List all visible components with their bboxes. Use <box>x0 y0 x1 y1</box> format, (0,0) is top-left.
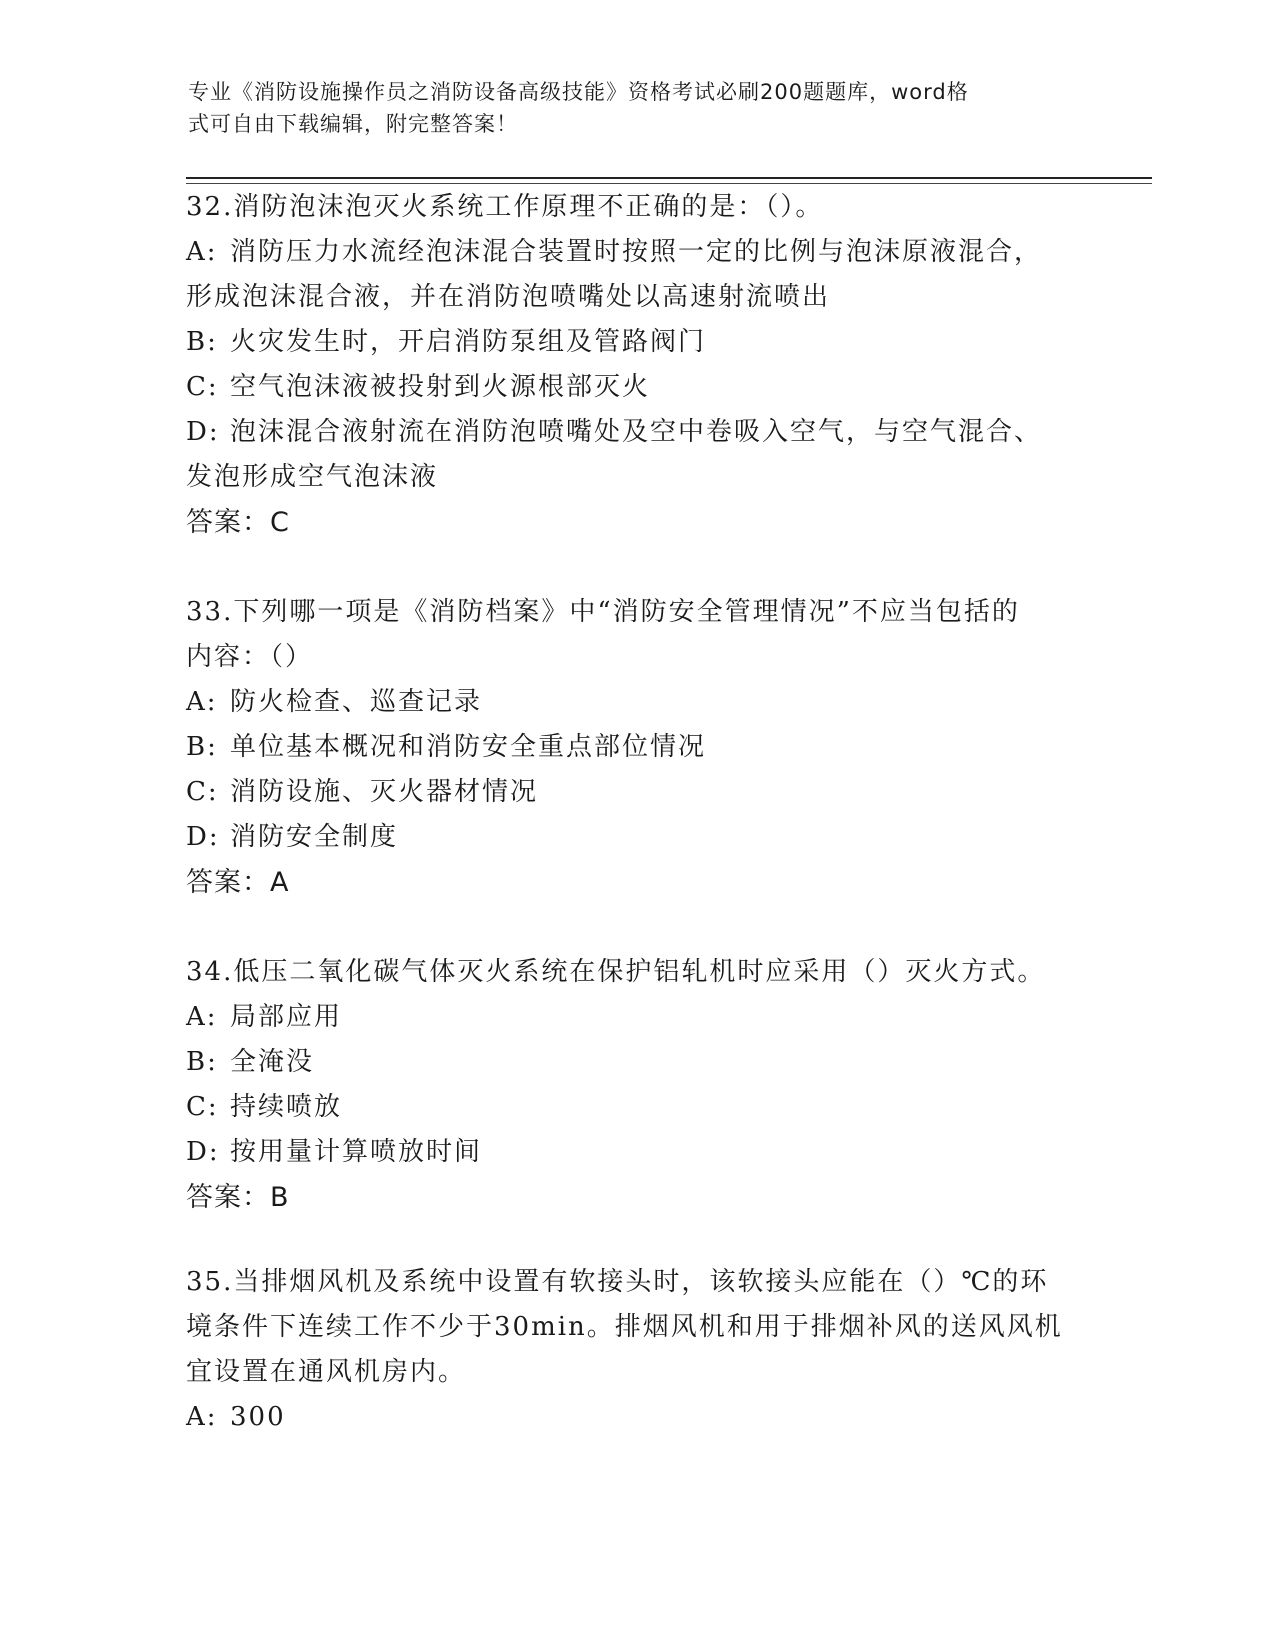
question-33 <box>186 590 1086 905</box>
option-b: B: 火灾发生时，开启消防泵组及管路阀门 <box>186 327 707 357</box>
option-c: C: 持续喷放 <box>186 1092 343 1122</box>
option-a: A: 防火检查、巡查记录 <box>186 687 483 717</box>
header-divider-thick <box>186 177 1152 179</box>
option-a: A: 消防压力水流经泡沫混合装置时按照一定的比例与泡沫原液混合， <box>186 237 1043 267</box>
question-35 <box>186 1260 1086 1440</box>
question-stem: 33.下列哪一项是《消防档案》中“消防安全管理情况”不应当包括的 <box>186 597 1020 627</box>
option-b: B: 单位基本概况和消防安全重点部位情况 <box>186 732 707 762</box>
answer-line: 答案：A <box>186 867 290 898</box>
answer-line: 答案：B <box>186 1182 290 1213</box>
question-stem-continued: 宜设置在通风机房内。 <box>186 1357 467 1387</box>
question-34 <box>186 950 1086 1220</box>
option-a-continued: 形成泡沫混合液，并在消防泡喷嘴处以高速射流喷出 <box>186 282 831 312</box>
option-d: D: 按用量计算喷放时间 <box>186 1137 483 1167</box>
question-stem: 35.当排烟风机及系统中设置有软接头时，该软接头应能在（）℃的环 <box>186 1267 1049 1297</box>
question-stem: 34.低压二氧化碳气体灭火系统在保护铝轧机时应采用（）灭火方式。 <box>186 957 1046 987</box>
option-a: A: 300 <box>186 1402 286 1432</box>
option-b: B: 全淹没 <box>186 1047 315 1077</box>
question-stem-continued: 境条件下连续工作不少于30min。排烟风机和用于排烟补风的送风风机 <box>186 1312 1063 1342</box>
option-d: D: 消防安全制度 <box>186 822 399 852</box>
document-header <box>188 76 1088 140</box>
option-d-continued: 发泡形成空气泡沫液 <box>186 462 439 492</box>
answer-line: 答案：C <box>186 507 290 538</box>
option-c: C: 消防设施、灭火器材情况 <box>186 777 539 807</box>
option-c: C: 空气泡沫液被投射到火源根部灭火 <box>186 372 651 402</box>
question-32 <box>186 185 1086 545</box>
header-divider-thin <box>186 183 1152 184</box>
question-stem-continued: 内容：（） <box>186 642 314 672</box>
option-d: D: 泡沫混合液射流在消防泡喷嘴处及空中卷吸入空气，与空气混合、 <box>186 417 1043 447</box>
question-stem: 32.消防泡沫泡灭火系统工作原理不正确的是：（）。 <box>186 192 824 222</box>
header-line-1: 专业《消防设施操作员之消防设备高级技能》资格考试必刷200题题库，word格 <box>188 80 969 104</box>
option-a: A: 局部应用 <box>186 1002 343 1032</box>
header-line-2: 式可自由下载编辑，附完整答案！ <box>188 112 518 136</box>
